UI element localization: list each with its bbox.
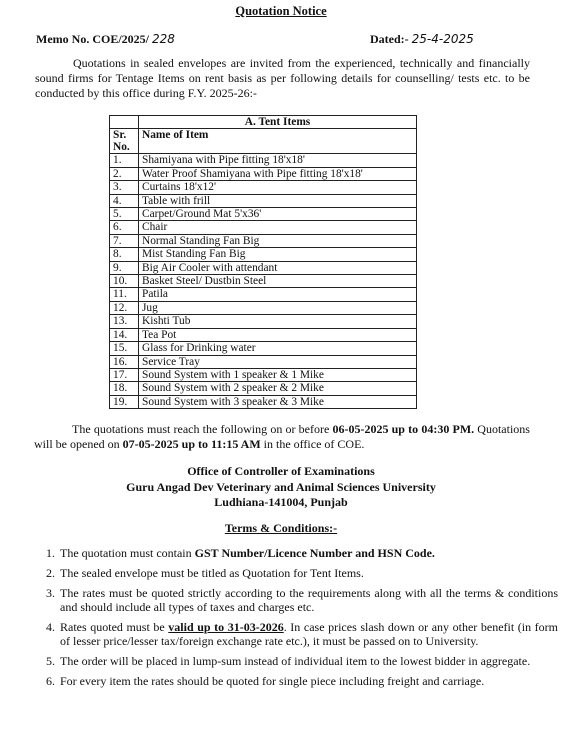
item-sr-no: 8. [110, 248, 139, 261]
tent-items-table [109, 115, 417, 409]
item-sr-no: 7. [110, 234, 139, 247]
table-row [110, 301, 417, 314]
item-sr-no: 9. [110, 261, 139, 274]
submission-paragraph [34, 422, 530, 452]
item-sr-no: 12. [110, 301, 139, 314]
dated [370, 32, 474, 47]
submission-deadline: 06-05-2025 up to 04:30 PM. [332, 422, 475, 436]
item-name: Water Proof Shamiyana with Pipe fitting 18'x18' [139, 167, 417, 180]
item-name: Sound System with 3 speaker & 3 Mike [139, 395, 417, 408]
term-item: 2. The sealed envelope must be titled as Quotation for Tent Items. [58, 566, 558, 580]
item-name: Tea Pot [139, 328, 417, 341]
item-name: Basket Steel/ Dustbin Steel [139, 275, 417, 288]
header-item-name: Name of Item [139, 129, 417, 154]
office-line-1: Office of Controller of Examinations [187, 464, 375, 478]
item-sr-no: 3. [110, 181, 139, 194]
item-sr-no: 5. [110, 208, 139, 221]
term-item: 1. The quotation must contain GST Number/Licence Number and HSN Code. [58, 546, 558, 560]
item-name: Service Tray [139, 355, 417, 368]
term-item: 5. The order will be placed in lump-sum instead of individual item to the lowest bidder in aggregate. [58, 654, 558, 668]
item-sr-no: 4. [110, 194, 139, 207]
table-row [110, 395, 417, 408]
table-row [110, 234, 417, 247]
item-sr-no: 11. [110, 288, 139, 301]
table-caption: A. Tent Items [139, 116, 417, 129]
item-name: Jug [139, 301, 417, 314]
intro-paragraph: Quotations in sealed envelopes are invited from the experienced, technically and financially sound firms for Tentage Items on rent basis as per following details for counselling/ tests etc. to be conducted by this office during F.Y. 2025-26:- [35, 56, 530, 100]
table-row [110, 181, 417, 194]
header-sr-no: Sr. No. [110, 129, 139, 154]
item-sr-no: 15. [110, 342, 139, 355]
office-line-3: Ludhiana-141004, Punjab [214, 495, 348, 509]
opening-location-text: in the office of COE. [260, 437, 365, 451]
opening-text: Quotations will be opened on [34, 422, 530, 451]
submission-text: The quotations must reach the following on or before [72, 422, 333, 436]
item-sr-no: 6. [110, 221, 139, 234]
item-sr-no: 14. [110, 328, 139, 341]
item-name: Kishti Tub [139, 315, 417, 328]
item-sr-no: 18. [110, 382, 139, 395]
item-name: Curtains 18'x12' [139, 181, 417, 194]
item-sr-no: 2. [110, 167, 139, 180]
memo-handwritten-number: 228 [152, 32, 175, 46]
item-name: Chair [139, 221, 417, 234]
table-row [110, 208, 417, 221]
item-name: Patila [139, 288, 417, 301]
table-row [110, 261, 417, 274]
table-row [110, 342, 417, 355]
term-item: 3. The rates must be quoted strictly according to the requirements along with all the terms & conditions and should include all types of taxes and charges etc. [58, 586, 558, 614]
item-sr-no: 13. [110, 315, 139, 328]
term-item: 4. Rates quoted must be valid up to 31-03-2026. In case prices slash down or any other benefit (in form of lesser price/lesser tax/foreign exchange rate etc.), it must be passed on to University. [58, 620, 558, 648]
office-line-2: Guru Angad Dev Veterinary and Animal Sciences University [126, 479, 436, 494]
table-row [110, 315, 417, 328]
table-row [110, 248, 417, 261]
item-sr-no: 1. [110, 154, 139, 167]
table-row [110, 328, 417, 341]
table-row [110, 154, 417, 167]
item-name: Carpet/Ground Mat 5'x36' [139, 208, 417, 221]
dated-handwritten-date: 25-4-2025 [411, 32, 474, 46]
item-name: Sound System with 2 speaker & 2 Mike [139, 382, 417, 395]
item-name: Big Air Cooler with attendant [139, 261, 417, 274]
table-row [110, 221, 417, 234]
item-name: Table with frill [139, 194, 417, 207]
table-row [110, 368, 417, 381]
item-name: Sound System with 1 speaker & 1 Mike [139, 368, 417, 381]
term-gst-requirement: GST Number/Licence Number and HSN Code. [194, 546, 435, 560]
item-sr-no: 10. [110, 275, 139, 288]
dated-label: Dated:- [370, 32, 409, 46]
item-sr-no: 19. [110, 395, 139, 408]
item-name: Shamiyana with Pipe fitting 18'x18' [139, 154, 417, 167]
page-title: Quotation Notice [235, 4, 327, 18]
office-address [0, 464, 562, 511]
item-sr-no: 17. [110, 368, 139, 381]
term-item: 6. For every item the rates should be quoted for single piece including freight and carriage. [58, 674, 558, 688]
item-name: Normal Standing Fan Big [139, 234, 417, 247]
item-name: Mist Standing Fan Big [139, 248, 417, 261]
table-row [110, 355, 417, 368]
opening-datetime: 07-05-2025 up to 11:15 AM [122, 437, 261, 451]
item-name: Glass for Drinking water [139, 342, 417, 355]
item-sr-no: 16. [110, 355, 139, 368]
memo-number [36, 32, 175, 47]
memo-label: Memo No. COE/2025/ [36, 32, 149, 46]
table-row [110, 167, 417, 180]
table-row [110, 275, 417, 288]
table-row [110, 194, 417, 207]
term-validity-date: valid up to 31-03-2026 [168, 620, 284, 634]
table-row [110, 382, 417, 395]
terms-title: Terms & Conditions:- [224, 521, 338, 535]
terms-list [22, 546, 558, 694]
table-row [110, 288, 417, 301]
